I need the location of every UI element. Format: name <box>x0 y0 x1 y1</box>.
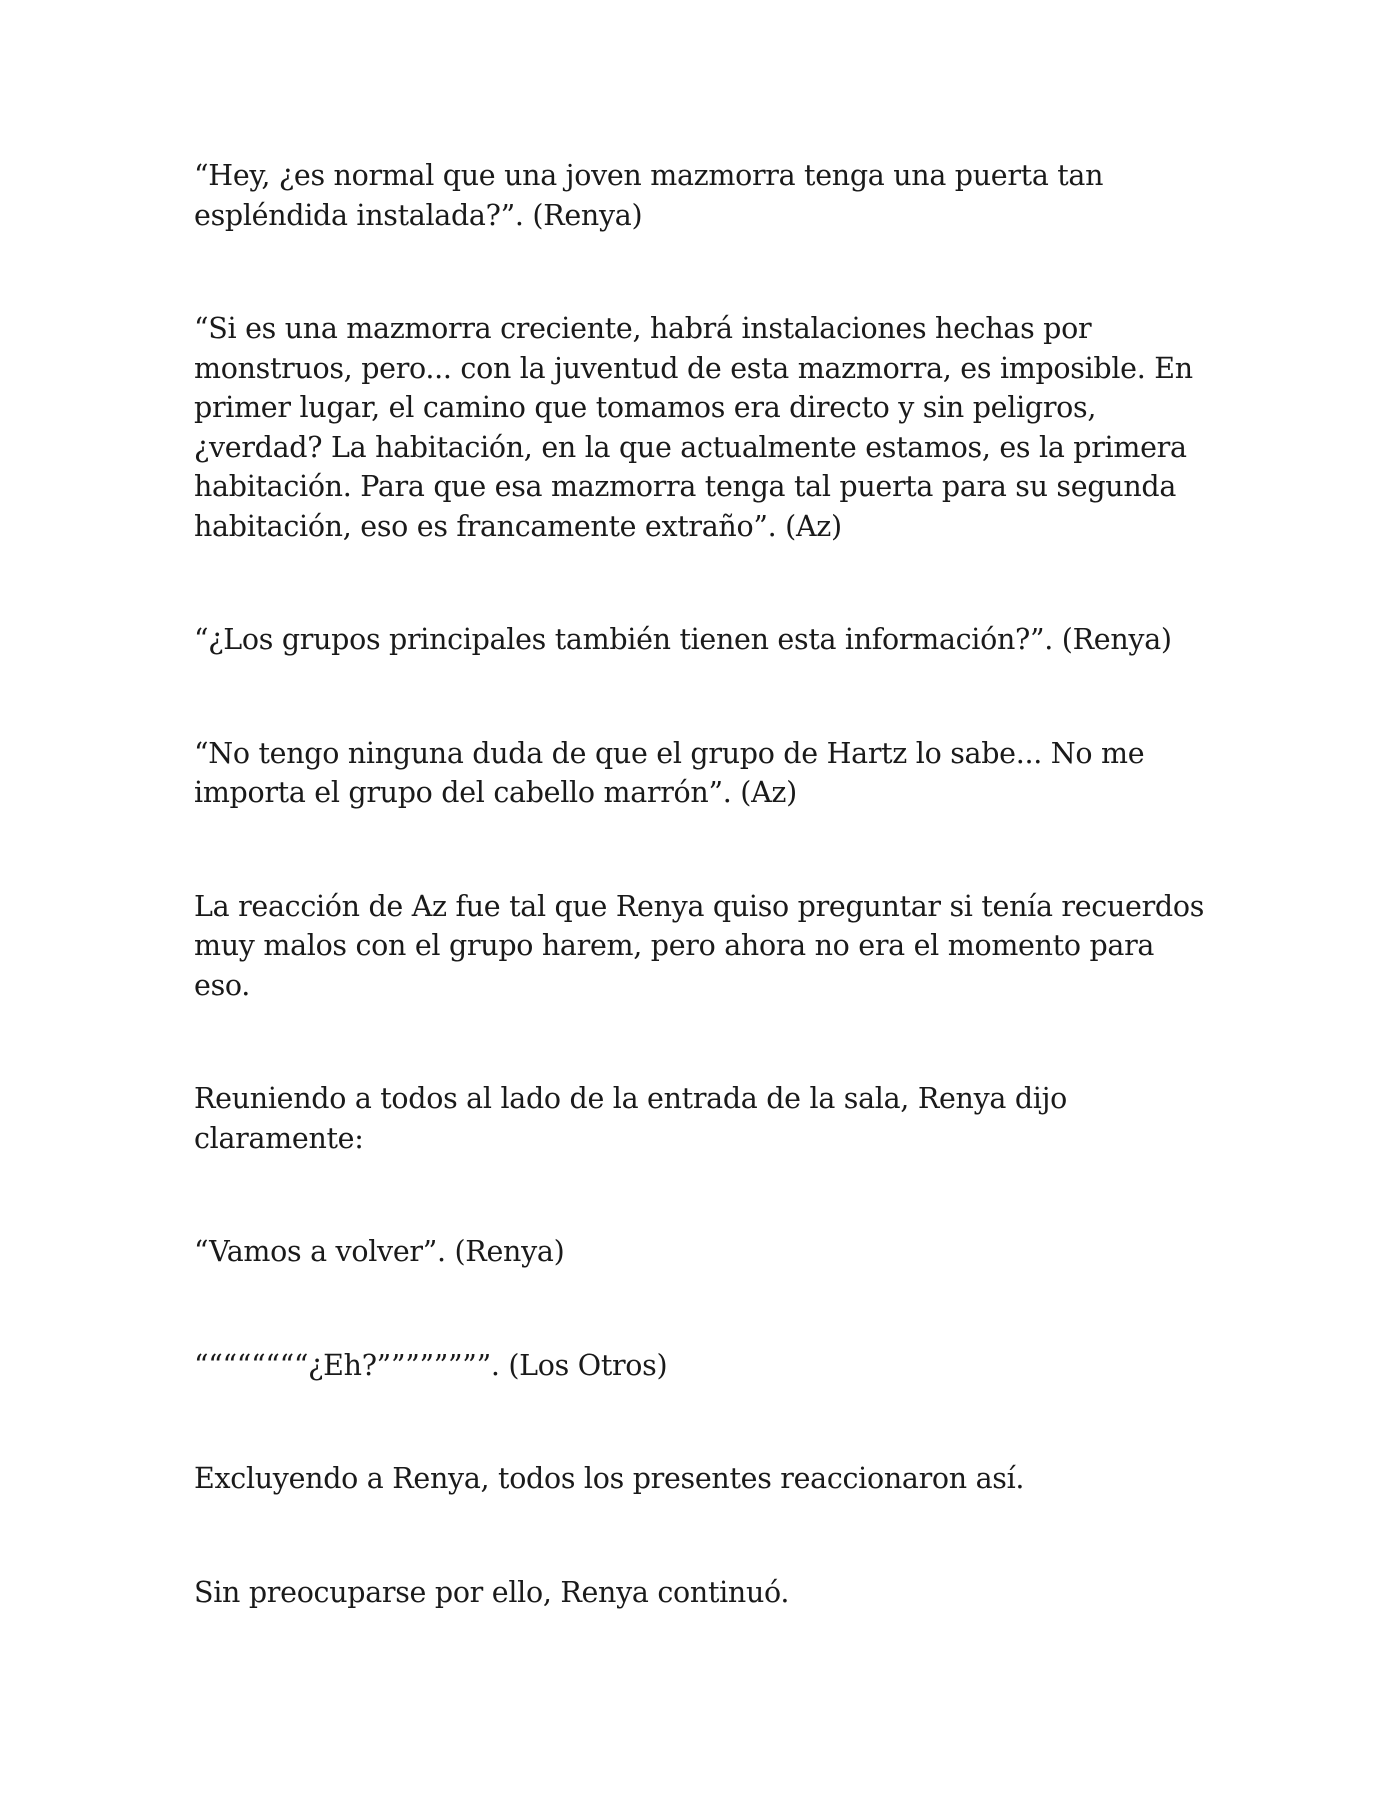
text-line: importa el grupo del cabello marrón”. (Az) <box>194 776 797 809</box>
text-line: “Vamos a volver”. (Renya) <box>194 1235 565 1268</box>
paragraph-8 <box>194 1346 1204 1386</box>
text-line: La reacción de Az fue tal que Renya quiso preguntar si tenía recuerdos <box>194 889 1205 923</box>
text-line: “Si es una mazmorra creciente, habrá instalaciones hechas por <box>194 312 1092 345</box>
paragraph-5 <box>194 887 1204 1006</box>
text-line: “¿Los grupos principales también tienen esta información?”. (Renya) <box>194 623 1172 656</box>
text-line: Sin preocuparse por ello, Renya continuó. <box>194 1575 790 1609</box>
document-body <box>194 156 1204 1612</box>
text-line: espléndida instalada?”. (Renya) <box>194 198 643 232</box>
text-line: muy malos con el grupo harem, pero ahora no era el momento para <box>194 929 1155 962</box>
text-line: Reuniendo a todos al lado de la entrada de la sala, Renya dijo <box>194 1082 1067 1115</box>
text-line: ¿verdad? La habitación, en la que actualmente estamos, es la primera <box>194 430 1187 464</box>
text-line: “No tengo ninguna duda de que el grupo de Hartz lo sabe... No me <box>194 736 1145 770</box>
paragraph-1 <box>194 156 1204 235</box>
text-line: ““““““““¿Eh?””””””””. (Los Otros) <box>194 1348 668 1382</box>
paragraph-3 <box>194 620 1204 660</box>
paragraph-9 <box>194 1459 1204 1499</box>
text-line: claramente: <box>194 1121 364 1155</box>
paragraph-4 <box>194 734 1204 813</box>
text-line: habitación, eso es francamente extraño”. (Az) <box>194 509 842 543</box>
text-line: Excluyendo a Renya, todos los presentes reaccionaron así. <box>194 1462 1025 1495</box>
text-line: eso. <box>194 968 251 1002</box>
text-line: “Hey, ¿es normal que una joven mazmorra tenga una puerta tan <box>194 159 1104 192</box>
paragraph-6 <box>194 1079 1204 1158</box>
paragraph-10 <box>194 1573 1204 1613</box>
text-line: habitación. Para que esa mazmorra tenga tal puerta para su segunda <box>194 470 1177 503</box>
text-line: primer lugar, el camino que tomamos era directo y sin peligros, <box>194 391 1097 424</box>
text-line: monstruos, pero... con la juventud de esta mazmorra, es imposible. En <box>194 351 1193 385</box>
paragraph-7 <box>194 1232 1204 1272</box>
paragraph-2 <box>194 309 1204 546</box>
